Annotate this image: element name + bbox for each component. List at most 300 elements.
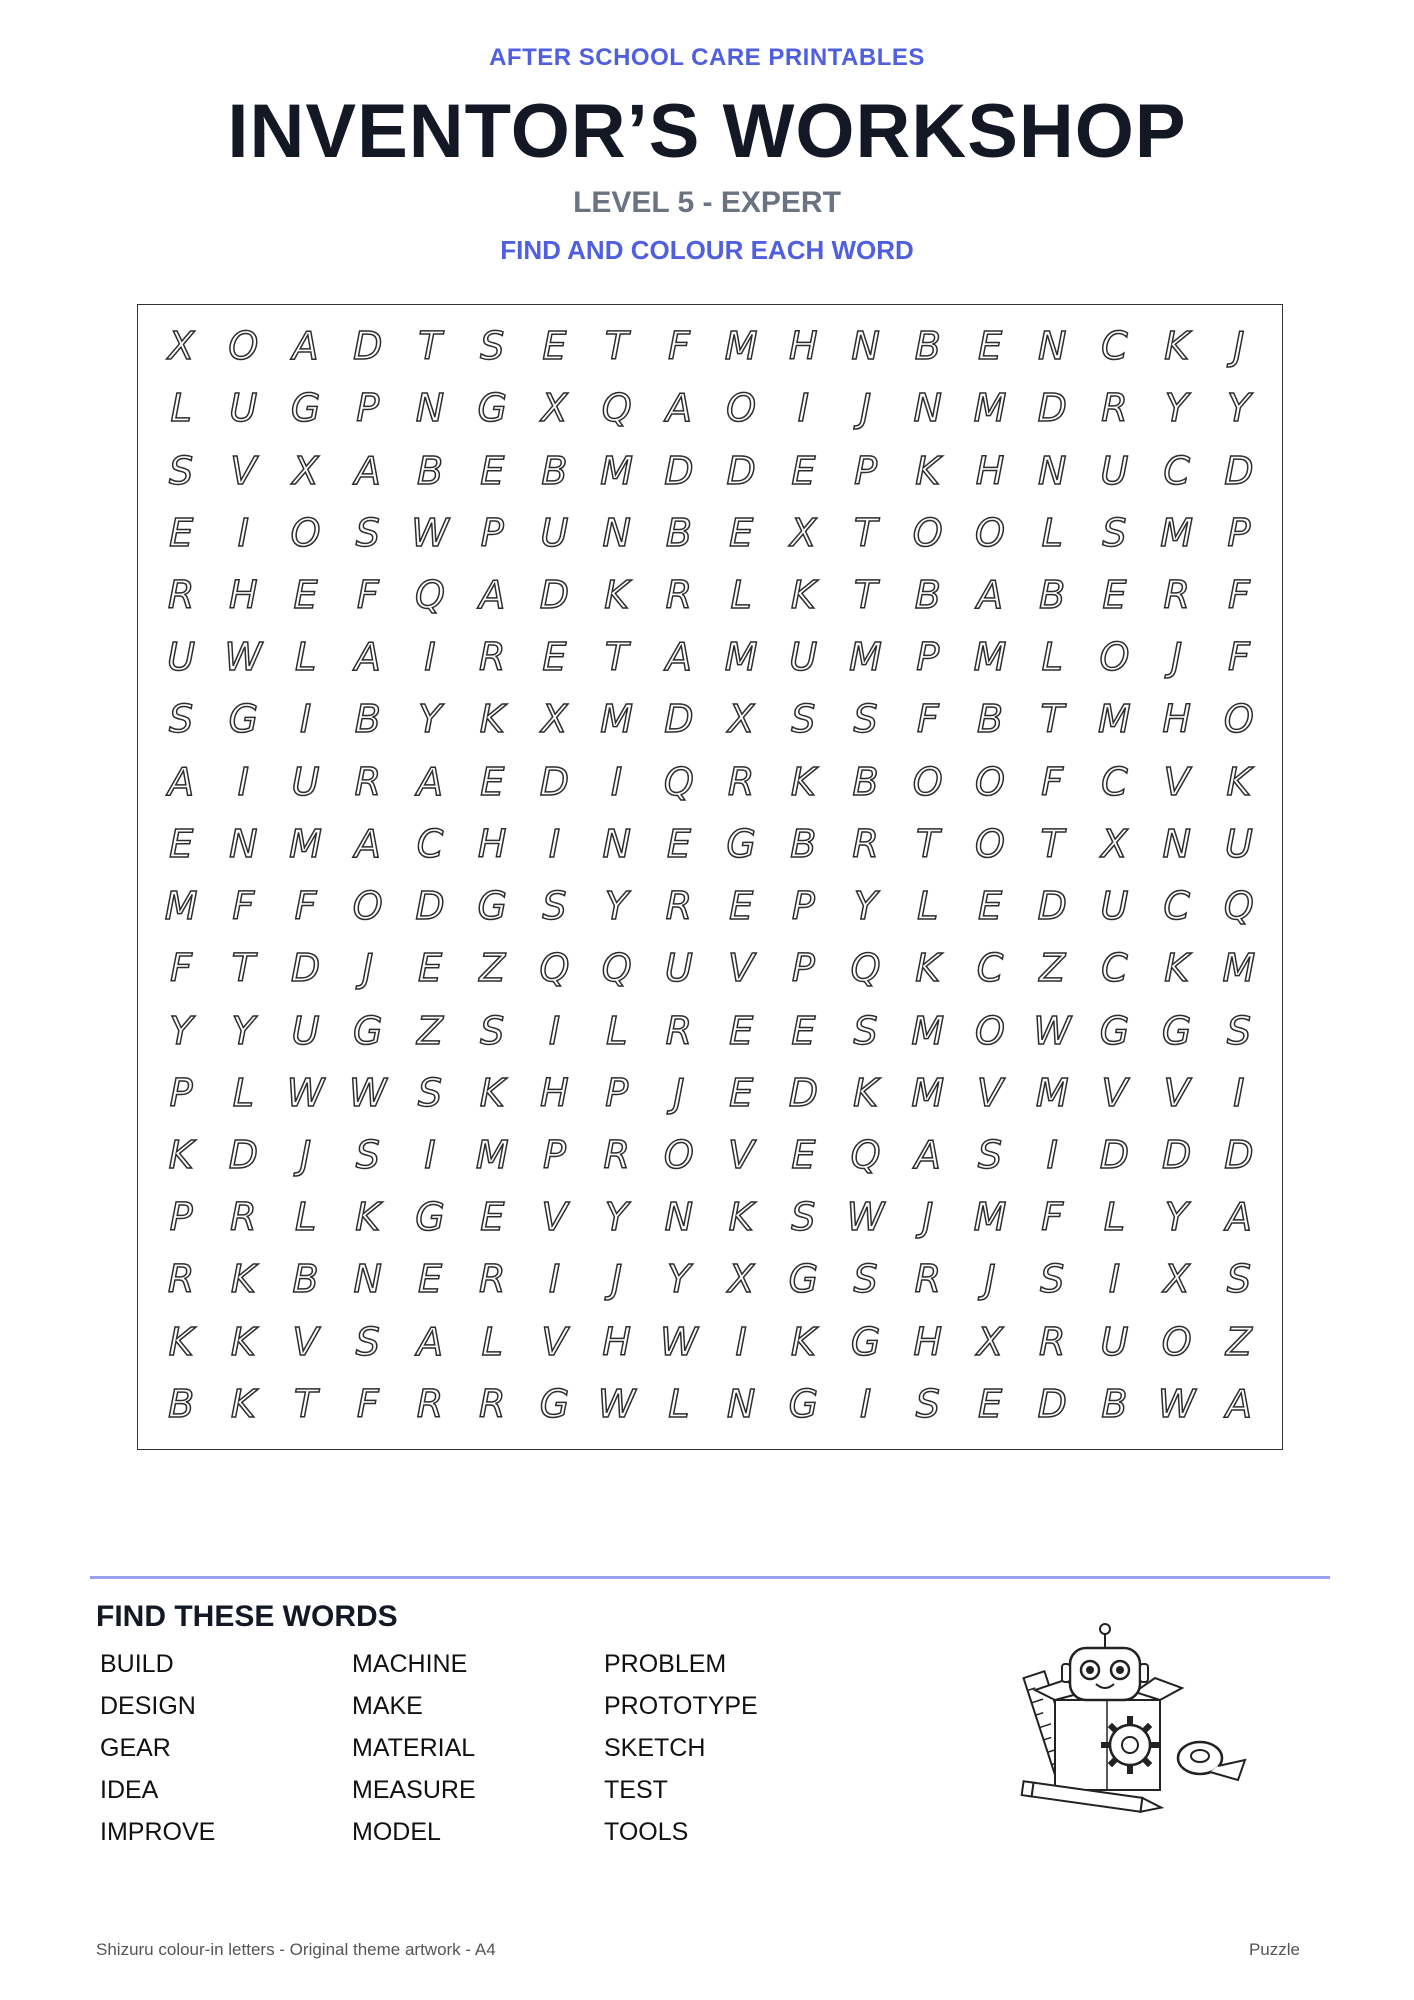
grid-letter[interactable]: J [673,1070,685,1115]
grid-letter[interactable]: S [1226,1257,1251,1302]
grid-letter[interactable]: C [976,946,1004,991]
grid-letter[interactable]: C [1163,884,1190,929]
grid-letter[interactable]: T [1040,697,1064,742]
grid-letter[interactable]: G [415,1195,445,1240]
grid-letter[interactable]: K [230,1319,256,1364]
grid-letter[interactable]: M [849,635,882,680]
grid-letter[interactable]: G [353,1008,383,1053]
grid-letter[interactable]: U [789,635,818,680]
grid-letter[interactable]: C [1101,324,1128,369]
grid-letter[interactable]: I [797,386,809,431]
grid-letter[interactable]: F [667,324,690,369]
grid-letter[interactable]: E [169,510,194,555]
grid-letter[interactable]: E [1102,572,1127,617]
grid-letter[interactable]: E [791,448,816,493]
grid-letter[interactable]: D [228,1132,258,1177]
grid-letter[interactable]: Y [605,884,629,929]
grid-letter[interactable]: H [477,821,507,866]
grid-letter[interactable]: B [852,759,879,804]
grid-letter[interactable]: K [1164,324,1190,369]
grid-letter[interactable]: K [790,1319,816,1364]
grid-letter[interactable]: A [416,759,443,804]
grid-letter[interactable]: N [664,1195,694,1240]
grid-letter[interactable]: N [1038,448,1067,493]
grid-letter[interactable]: L [606,1008,628,1053]
grid-letter[interactable]: S [355,1319,380,1364]
grid-letter[interactable]: E [977,324,1002,369]
grid-letter[interactable]: J [984,1257,996,1302]
grid-letter[interactable]: E [480,1195,505,1240]
grid-letter[interactable]: B [416,448,444,493]
grid-letter[interactable]: H [540,1070,569,1115]
grid-letter[interactable]: Z [416,1008,444,1053]
grid-letter[interactable]: H [229,572,258,617]
grid-letter[interactable]: K [604,572,630,617]
grid-letter[interactable]: M [911,1070,945,1115]
grid-letter[interactable]: E [729,1070,754,1115]
grid-letter[interactable]: N [1038,324,1067,369]
grid-letter[interactable]: S [853,1008,878,1053]
grid-letter[interactable]: E [417,946,442,991]
grid-letter[interactable]: E [542,324,567,369]
grid-letter[interactable]: A [1225,1381,1252,1426]
grid-letter[interactable]: R [167,572,195,617]
grid-letter[interactable]: R [167,1257,195,1302]
grid-letter[interactable]: I [611,759,623,804]
grid-letter[interactable]: R [1101,386,1128,431]
grid-letter[interactable]: R [727,759,755,804]
grid-letter[interactable]: N [415,386,445,431]
grid-letter[interactable]: Q [850,1132,881,1177]
grid-letter[interactable]: A [354,448,381,493]
grid-letter[interactable]: E [169,821,194,866]
grid-letter[interactable]: W [411,510,449,555]
grid-letter[interactable]: S [542,884,567,929]
grid-letter[interactable]: S [1102,510,1127,555]
grid-letter[interactable]: Y [1165,386,1189,431]
grid-letter[interactable]: B [665,510,692,555]
grid-letter[interactable]: Y [231,1008,255,1053]
grid-letter[interactable]: S [791,697,816,742]
grid-letter[interactable]: W [224,635,263,680]
grid-letter[interactable]: U [229,386,258,431]
grid-letter[interactable]: Z [1225,1319,1252,1364]
grid-letter[interactable]: D [788,1070,818,1115]
grid-letter[interactable]: M [1035,1070,1069,1115]
grid-letter[interactable]: S [853,1257,878,1302]
grid-letter[interactable]: M [973,386,1007,431]
grid-letter[interactable]: D [1099,1132,1130,1177]
grid-letter[interactable]: G [1161,1008,1192,1053]
grid-letter[interactable]: K [168,1319,194,1364]
grid-letter[interactable]: I [859,1381,872,1426]
grid-letter[interactable]: U [1224,821,1253,866]
grid-letter[interactable]: E [729,510,754,555]
grid-letter[interactable]: S [169,448,194,493]
grid-letter[interactable]: B [1039,572,1066,617]
grid-letter[interactable]: H [975,448,1005,493]
grid-letter[interactable]: Q [601,386,632,431]
grid-letter[interactable]: K [479,1070,505,1115]
grid-letter[interactable]: I [237,759,249,804]
grid-letter[interactable]: K [1164,946,1190,991]
grid-letter[interactable]: I [548,821,561,866]
grid-letter[interactable]: Q [850,946,881,991]
grid-letter[interactable]: R [1039,1319,1066,1364]
grid-letter[interactable]: E [977,884,1002,929]
grid-letter[interactable]: P [169,1195,193,1240]
grid-letter[interactable]: L [1041,635,1063,680]
grid-letter[interactable]: P [480,510,504,555]
grid-letter[interactable]: K [790,759,816,804]
grid-letter[interactable]: O [1161,1319,1192,1364]
grid-letter[interactable]: M [724,324,758,369]
grid-letter[interactable]: J [1171,635,1183,680]
grid-letter[interactable]: K [168,1132,194,1177]
grid-letter[interactable]: A [665,386,692,431]
grid-letter[interactable]: C [1101,946,1128,991]
grid-letter[interactable]: Y [418,697,442,742]
grid-letter[interactable]: Q [415,572,445,617]
grid-letter[interactable]: S [355,1132,380,1177]
grid-letter[interactable]: S [853,697,878,742]
grid-letter[interactable]: W [1033,1008,1071,1053]
grid-letter[interactable]: E [542,635,567,680]
grid-letter[interactable]: O [912,510,943,555]
grid-letter[interactable]: E [791,1008,816,1053]
grid-letter[interactable]: U [167,635,196,680]
grid-letter[interactable]: M [724,635,758,680]
grid-letter[interactable]: E [977,1381,1002,1426]
grid-letter[interactable]: D [664,697,694,742]
grid-letter[interactable]: G [477,884,507,929]
grid-letter[interactable]: E [729,1008,754,1053]
grid-letter[interactable]: M [1098,697,1131,742]
grid-letter[interactable]: S [480,1008,505,1053]
grid-letter[interactable]: A [914,1132,941,1177]
grid-letter[interactable]: M [600,448,634,493]
grid-letter[interactable]: H [789,324,818,369]
grid-letter[interactable]: I [548,1008,561,1053]
grid-letter[interactable]: X [1101,821,1128,866]
grid-letter[interactable]: D [1224,1132,1254,1177]
grid-letter[interactable]: S [355,510,380,555]
grid-letter[interactable]: Z [479,946,506,991]
grid-letter[interactable]: I [735,1319,747,1364]
grid-letter[interactable]: L [481,1319,503,1364]
grid-letter[interactable]: D [1037,1381,1067,1426]
grid-letter[interactable]: G [1099,1008,1130,1053]
grid-letter[interactable]: F [232,884,255,929]
grid-letter[interactable]: K [355,1195,381,1240]
grid-letter[interactable]: L [668,1381,690,1426]
grid-letter[interactable]: N [229,821,258,866]
grid-letter[interactable]: O [1099,635,1130,680]
grid-letter[interactable]: A [168,759,195,804]
grid-letter[interactable]: X [1163,1257,1190,1302]
grid-letter[interactable]: L [294,635,317,680]
grid-letter[interactable]: X [728,697,755,742]
grid-letter[interactable]: V [976,1070,1003,1115]
grid-letter[interactable]: F [1041,1195,1064,1240]
grid-letter[interactable]: S [915,1381,940,1426]
grid-letter[interactable]: I [548,1257,561,1302]
grid-letter[interactable]: J [859,386,872,431]
grid-letter[interactable]: V [230,448,257,493]
grid-letter[interactable]: E [791,1132,816,1177]
grid-letter[interactable]: L [1103,1195,1126,1240]
grid-letter[interactable]: P [356,386,380,431]
grid-letter[interactable]: Y [605,1195,629,1240]
grid-letter[interactable]: M [289,821,322,866]
grid-letter[interactable]: M [1160,510,1194,555]
grid-letter[interactable]: D [1224,448,1254,493]
grid-letter[interactable]: P [916,635,940,680]
grid-letter[interactable]: B [354,697,381,742]
grid-letter[interactable]: J [922,1195,934,1240]
grid-letter[interactable]: P [854,448,877,493]
grid-letter[interactable]: Y [667,1257,691,1302]
grid-letter[interactable]: W [597,1381,636,1426]
grid-letter[interactable]: Y [1227,386,1251,431]
grid-letter[interactable]: T [418,324,442,369]
grid-letter[interactable]: D [290,946,321,991]
grid-letter[interactable]: V [1163,1070,1190,1115]
grid-letter[interactable]: G [539,1381,570,1426]
grid-letter[interactable]: B [1101,1381,1128,1426]
grid-letter[interactable]: D [415,884,445,929]
grid-letter[interactable]: F [356,1381,379,1426]
grid-letter[interactable]: M [973,1195,1007,1240]
grid-letter[interactable]: J [1233,324,1245,369]
grid-letter[interactable]: O [290,510,321,555]
grid-letter[interactable]: R [665,1008,693,1053]
grid-letter[interactable]: M [600,697,634,742]
grid-letter[interactable]: L [294,1195,317,1240]
grid-letter[interactable]: R [603,1132,630,1177]
grid-letter[interactable]: S [169,697,194,742]
grid-letter[interactable]: F [1227,635,1250,680]
grid-letter[interactable]: R [479,635,506,680]
grid-letter[interactable]: R [665,572,693,617]
grid-letter[interactable]: D [1037,884,1067,929]
grid-letter[interactable]: F [1227,572,1250,617]
grid-letter[interactable]: I [424,1132,436,1177]
grid-letter[interactable]: L [1041,510,1063,555]
grid-letter[interactable]: I [424,635,436,680]
grid-letter[interactable]: X [292,448,319,493]
grid-letter[interactable]: B [292,1257,319,1302]
grid-letter[interactable]: A [976,572,1003,617]
grid-letter[interactable]: X [541,697,568,742]
grid-letter[interactable]: B [168,1381,195,1426]
grid-letter[interactable]: N [1162,821,1191,866]
grid-letter[interactable]: A [292,324,319,369]
grid-letter[interactable]: D [726,448,756,493]
grid-letter[interactable]: O [975,510,1005,555]
grid-letter[interactable]: K [479,697,505,742]
grid-letter[interactable]: A [1225,1195,1252,1240]
grid-letter[interactable]: F [356,572,379,617]
grid-letter[interactable]: I [1108,1257,1121,1302]
grid-letter[interactable]: E [729,884,754,929]
grid-letter[interactable]: P [791,884,815,929]
grid-letter[interactable]: H [602,1319,631,1364]
grid-letter[interactable]: C [1101,759,1128,804]
grid-letter[interactable]: O [975,821,1005,866]
grid-letter[interactable]: U [291,1008,320,1053]
grid-letter[interactable]: R [479,1257,506,1302]
grid-letter[interactable]: K [728,1195,754,1240]
grid-letter[interactable]: I [1046,1132,1058,1177]
grid-letter[interactable]: K [915,946,941,991]
grid-letter[interactable]: R [852,821,879,866]
grid-letter[interactable]: O [663,1132,694,1177]
grid-letter[interactable]: K [853,1070,878,1115]
grid-letter[interactable]: Q [1223,884,1254,929]
grid-letter[interactable]: H [1162,697,1191,742]
grid-letter[interactable]: L [917,884,939,929]
grid-letter[interactable]: K [915,448,941,493]
grid-letter[interactable]: E [293,572,318,617]
grid-letter[interactable]: Y [1165,1195,1189,1240]
grid-letter[interactable]: T [605,635,629,680]
grid-letter[interactable]: M [911,1008,945,1053]
grid-letter[interactable]: N [726,1381,756,1426]
grid-letter[interactable]: T [916,821,940,866]
grid-letter[interactable]: G [228,697,259,742]
grid-letter[interactable]: F [170,946,193,991]
grid-letter[interactable]: H [913,1319,943,1364]
grid-letter[interactable]: O [975,1008,1005,1053]
grid-letter[interactable]: S [791,1195,816,1240]
grid-letter[interactable]: X [976,1319,1004,1364]
grid-letter[interactable]: Y [853,884,878,929]
grid-letter[interactable]: V [292,1319,319,1364]
grid-letter[interactable]: G [477,386,507,431]
grid-letter[interactable]: R [479,1381,506,1426]
grid-letter[interactable]: C [1163,448,1190,493]
grid-letter[interactable]: J [362,946,374,991]
grid-letter[interactable]: A [354,635,381,680]
grid-letter[interactable]: Q [539,946,570,991]
grid-letter[interactable]: L [232,1070,254,1115]
grid-letter[interactable]: I [299,697,312,742]
grid-letter[interactable]: B [541,448,568,493]
grid-letter[interactable]: Y [169,1008,193,1053]
grid-letter[interactable]: R [230,1195,257,1240]
grid-letter[interactable]: U [1100,884,1129,929]
grid-letter[interactable]: Q [601,946,632,991]
grid-letter[interactable]: S [1226,1008,1251,1053]
grid-letter[interactable]: P [542,1132,566,1177]
grid-letter[interactable]: W [1157,1381,1196,1426]
grid-letter[interactable]: S [1040,1257,1065,1302]
grid-letter[interactable]: F [294,884,317,929]
grid-letter[interactable]: A [479,572,506,617]
grid-letter[interactable]: R [1163,572,1190,617]
grid-letter[interactable]: T [853,510,878,555]
grid-letter[interactable]: W [286,1070,325,1115]
grid-letter[interactable]: D [539,759,570,804]
grid-letter[interactable]: R [665,884,693,929]
grid-letter[interactable]: E [480,759,505,804]
grid-letter[interactable]: B [914,324,941,369]
grid-letter[interactable]: M [164,884,198,929]
grid-letter[interactable]: M [973,635,1007,680]
grid-letter[interactable]: U [1100,448,1129,493]
grid-letter[interactable]: P [1227,510,1251,555]
grid-letter[interactable]: T [605,324,629,369]
grid-letter[interactable]: J [611,1257,623,1302]
grid-letter[interactable]: K [1226,759,1252,804]
grid-letter[interactable]: D [539,572,570,617]
grid-letter[interactable]: K [230,1257,256,1302]
grid-letter[interactable]: G [850,1319,881,1364]
grid-letter[interactable]: F [1041,759,1064,804]
grid-letter[interactable]: W [348,1070,387,1115]
grid-letter[interactable]: U [1100,1319,1129,1364]
grid-letter[interactable]: O [1223,697,1254,742]
grid-letter[interactable]: B [790,821,817,866]
grid-letter[interactable]: L [170,386,192,431]
grid-letter[interactable]: D [1037,386,1067,431]
grid-letter[interactable]: N [913,386,942,431]
grid-letter[interactable]: V [541,1195,568,1240]
grid-letter[interactable]: G [726,821,756,866]
grid-letter[interactable]: X [168,324,195,369]
grid-letter[interactable]: E [666,821,691,866]
grid-letter[interactable]: V [541,1319,568,1364]
grid-letter[interactable]: R [914,1257,941,1302]
grid-letter[interactable]: F [916,697,939,742]
grid-letter[interactable]: X [541,386,568,431]
grid-letter[interactable]: N [602,510,631,555]
grid-letter[interactable]: C [416,821,444,866]
grid-letter[interactable]: Z [1039,946,1066,991]
grid-letter[interactable]: P [791,946,815,991]
grid-letter[interactable]: N [353,1257,382,1302]
grid-letter[interactable]: U [664,946,693,991]
grid-letter[interactable]: G [788,1257,819,1302]
grid-letter[interactable]: W [846,1195,885,1240]
grid-letter[interactable]: O [975,759,1005,804]
grid-letter[interactable]: O [228,324,259,369]
grid-letter[interactable]: V [1163,759,1190,804]
grid-letter[interactable]: O [352,884,383,929]
grid-letter[interactable]: V [728,946,755,991]
grid-letter[interactable]: P [605,1070,629,1115]
grid-letter[interactable]: L [730,572,752,617]
grid-letter[interactable]: P [169,1070,193,1115]
grid-letter[interactable]: O [726,386,757,431]
grid-letter[interactable]: B [914,572,941,617]
grid-letter[interactable]: J [299,1132,312,1177]
grid-letter[interactable]: T [853,572,878,617]
grid-letter[interactable]: E [480,448,505,493]
grid-letter[interactable]: I [1233,1070,1245,1115]
grid-letter[interactable]: R [354,759,381,804]
grid-letter[interactable]: A [354,821,381,866]
grid-letter[interactable]: V [728,1132,755,1177]
grid-letter[interactable]: G [290,386,321,431]
grid-letter[interactable]: I [237,510,249,555]
grid-letter[interactable]: K [790,572,816,617]
grid-letter[interactable]: X [790,510,817,555]
grid-letter[interactable]: N [602,821,631,866]
grid-letter[interactable]: R [416,1381,444,1426]
grid-letter[interactable]: T [293,1381,318,1426]
